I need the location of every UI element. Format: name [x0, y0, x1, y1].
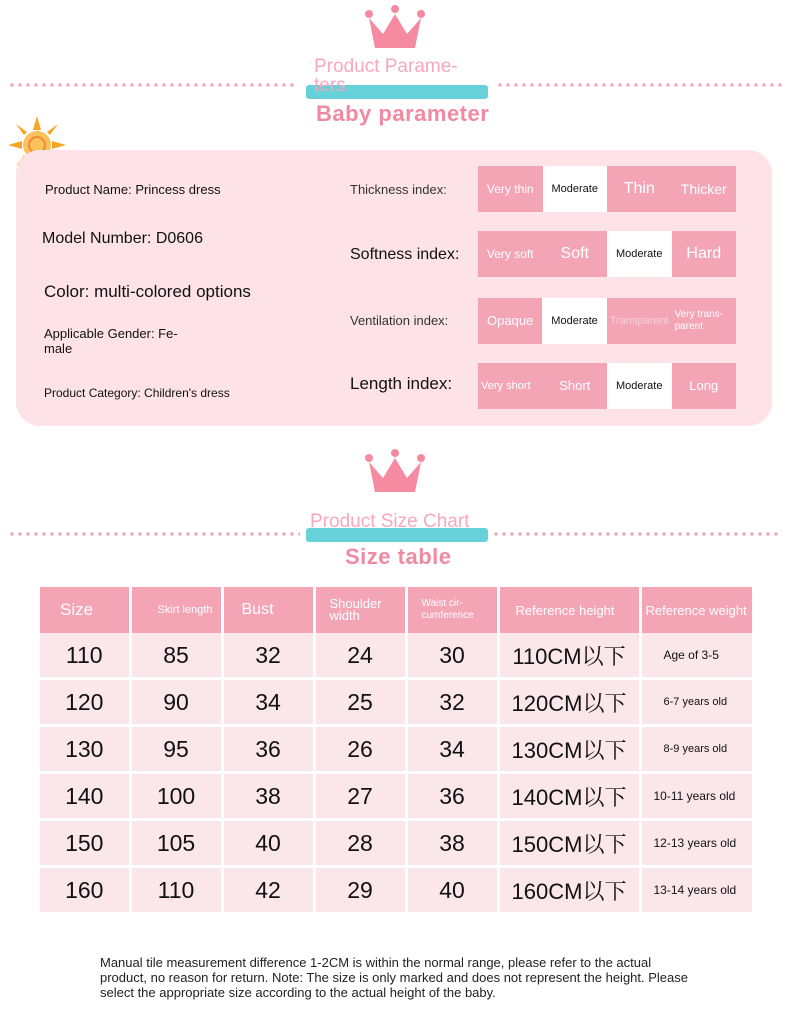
- scale-option: Opaque: [478, 298, 542, 344]
- size-table: [40, 587, 752, 915]
- scale-option: Very thin: [478, 166, 543, 212]
- cell-size: 140: [40, 773, 130, 820]
- cell-shoulder-width: 24: [314, 633, 406, 679]
- cell-shoulder-width: 27: [314, 773, 406, 820]
- header-size: Size: [40, 587, 130, 633]
- cell-waist: 40: [406, 867, 498, 914]
- cell-waist: 38: [406, 820, 498, 867]
- cell-reference-weight: 6-7 years old: [640, 679, 752, 726]
- cell-waist: 32: [406, 679, 498, 726]
- softness-scale: [478, 231, 736, 277]
- applicable-gender: Applicable Gender: Fe- male: [44, 326, 178, 356]
- crown-icon: [363, 448, 427, 498]
- cell-waist: 36: [406, 773, 498, 820]
- header-reference-height: Reference height: [498, 587, 640, 633]
- crown-icon: [363, 4, 427, 54]
- scale-option: Very soft: [478, 231, 543, 277]
- cell-reference-weight: 12-13 years old: [640, 820, 752, 867]
- cell-size: 160: [40, 867, 130, 914]
- table-row: [40, 820, 752, 867]
- table-row: [40, 633, 752, 679]
- scale-option: Short: [543, 363, 608, 409]
- cell-skirt-length: 85: [130, 633, 222, 679]
- cell-shoulder-width: 25: [314, 679, 406, 726]
- length-scale: [478, 363, 736, 409]
- header-shoulder-width: Shoulder width: [314, 587, 406, 633]
- cell-bust: 38: [222, 773, 314, 820]
- cell-bust: 32: [222, 633, 314, 679]
- ventilation-index-label: Ventilation index:: [350, 313, 449, 328]
- section-subtitle-parameters: Baby parameter: [316, 101, 490, 126]
- cell-skirt-length: 90: [130, 679, 222, 726]
- dotted-ribbon-left: [8, 531, 300, 537]
- section-subtitle-size-table: Size table: [345, 544, 452, 569]
- measurement-note: Manual tile measurement difference 1-2CM is within the normal range, please refer to the actual product, no reason for return. Note: The size is only marked and does not represent the height. Please select the appropriate size according to the actual height of the baby.: [100, 955, 688, 1000]
- product-color: Color: multi-colored options: [44, 282, 251, 301]
- cell-size: 130: [40, 726, 130, 773]
- scale-option: Thicker: [672, 166, 737, 212]
- cell-reference-height: 140CM以下: [498, 773, 640, 820]
- cell-reference-height: 120CM以下: [498, 679, 640, 726]
- length-index-label: Length index:: [350, 374, 453, 393]
- cell-reference-height: 150CM以下: [498, 820, 640, 867]
- product-category: Product Category: Children's dress: [44, 386, 230, 400]
- dotted-ribbon-right: [492, 531, 782, 537]
- product-name: Product Name: Princess dress: [45, 182, 221, 197]
- cell-skirt-length: 105: [130, 820, 222, 867]
- scale-option: Very trans-parent: [672, 298, 736, 344]
- section-title-size-chart: Product Size Chart: [310, 511, 470, 532]
- cell-size: 120: [40, 679, 130, 726]
- softness-index-label: Softness index:: [350, 246, 460, 263]
- scale-option-selected: Moderate: [543, 166, 608, 212]
- cell-skirt-length: 110: [130, 867, 222, 914]
- scale-option: Soft: [543, 231, 608, 277]
- cell-waist: 34: [406, 726, 498, 773]
- cell-size: 110: [40, 633, 130, 679]
- dotted-ribbon-right: [496, 82, 782, 88]
- thickness-index-label: Thickness index:: [350, 182, 447, 197]
- model-number: Model Number: D0606: [42, 230, 203, 247]
- cell-reference-height: 110CM以下: [498, 633, 640, 679]
- scale-option: Thin: [607, 166, 672, 212]
- scale-option: Transparent: [607, 298, 672, 344]
- header-skirt-length: Skirt length: [130, 587, 222, 633]
- scale-option: Very short: [478, 363, 543, 409]
- cell-reference-height: 130CM以下: [498, 726, 640, 773]
- cell-skirt-length: 95: [130, 726, 222, 773]
- scale-option-selected: Moderate: [542, 298, 606, 344]
- table-row: [40, 773, 752, 820]
- cell-bust: 34: [222, 679, 314, 726]
- cell-reference-weight: 13-14 years old: [640, 867, 752, 914]
- header-waist-circumference: Waist cir-cumference: [406, 587, 498, 633]
- table-row: [40, 867, 752, 914]
- cell-reference-weight: 10-11 years old: [640, 773, 752, 820]
- cell-bust: 36: [222, 726, 314, 773]
- scale-option: Long: [672, 363, 737, 409]
- dotted-ribbon-left: [8, 82, 298, 88]
- header-reference-weight: Reference weight: [640, 587, 752, 633]
- header-bust: Bust: [222, 587, 314, 633]
- table-row: [40, 726, 752, 773]
- cell-waist: 30: [406, 633, 498, 679]
- cell-skirt-length: 100: [130, 773, 222, 820]
- cell-reference-weight: 8-9 years old: [640, 726, 752, 773]
- thickness-scale: [478, 166, 736, 212]
- cell-shoulder-width: 29: [314, 867, 406, 914]
- cell-bust: 42: [222, 867, 314, 914]
- section-title-parameters: Product Parame-ters: [314, 56, 458, 96]
- cell-bust: 40: [222, 820, 314, 867]
- scale-option-selected: Moderate: [607, 231, 672, 277]
- cell-reference-height: 160CM以下: [498, 867, 640, 914]
- table-header-row: [40, 587, 752, 633]
- cell-reference-weight: Age of 3-5: [640, 633, 752, 679]
- cell-size: 150: [40, 820, 130, 867]
- scale-option: Hard: [672, 231, 737, 277]
- cell-shoulder-width: 26: [314, 726, 406, 773]
- scale-option-selected: Moderate: [607, 363, 672, 409]
- ventilation-scale: [478, 298, 736, 344]
- table-row: [40, 679, 752, 726]
- cell-shoulder-width: 28: [314, 820, 406, 867]
